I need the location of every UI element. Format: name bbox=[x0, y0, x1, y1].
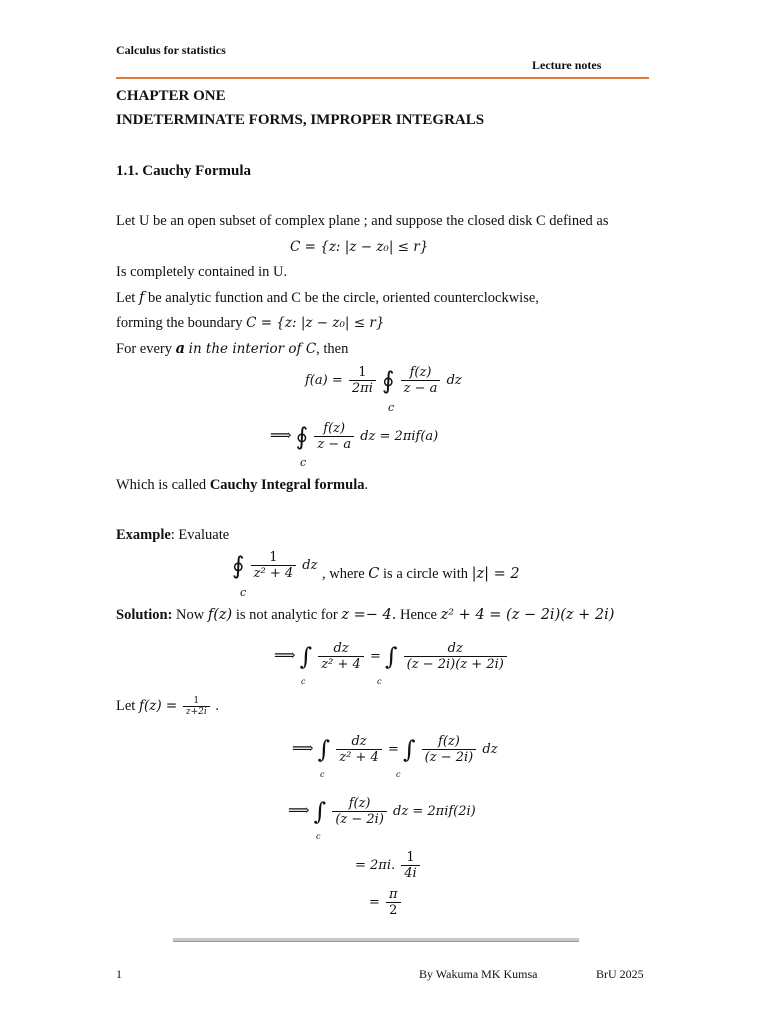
s2-integral-2: ∫ bbox=[403, 735, 416, 764]
chapter-title: INDETERMINATE FORMS, IMPROPER INTEGRALS bbox=[116, 112, 485, 128]
paragraph-2: Is completely contained in U. bbox=[116, 264, 288, 280]
solution-text-a: Now bbox=[176, 607, 205, 623]
let-a: Let bbox=[116, 697, 136, 714]
s1-contour-1: c bbox=[301, 677, 306, 686]
s3-contour: c bbox=[316, 832, 321, 841]
solution-text-z: z =− 4. bbox=[341, 607, 397, 623]
eq3-fnum: f(z) bbox=[323, 421, 346, 436]
example-dz: dz bbox=[302, 558, 318, 573]
let-line bbox=[116, 696, 219, 717]
s3-integral: ∫ bbox=[313, 797, 327, 826]
eq3-rhs: dz = 2πif(a) bbox=[360, 429, 439, 444]
s4-frac bbox=[401, 850, 419, 881]
s1-equals: = bbox=[369, 649, 381, 664]
paragraph-6 bbox=[116, 477, 368, 494]
eq2-contour: c bbox=[388, 401, 395, 414]
paragraph-5-c: in the interior of C bbox=[188, 341, 317, 357]
s2-integral-1: ∫ bbox=[317, 735, 331, 764]
s1-den-1: z² + 4 bbox=[318, 656, 364, 672]
footer-org: BrU 2025 bbox=[596, 967, 644, 981]
s1-integral-1: ∫ bbox=[299, 642, 313, 671]
solution-step-1 bbox=[274, 641, 509, 672]
paragraph-4-eq: C = {z: |z − z₀| ≤ r} bbox=[246, 315, 385, 331]
s1-den-2: (z − 2i)(z + 2i) bbox=[404, 656, 507, 672]
section-title: 1.1. Cauchy Formula bbox=[116, 163, 251, 179]
example-den: z² + 4 bbox=[251, 565, 297, 581]
s2-arrow: ⟹ bbox=[292, 739, 314, 757]
example-where-C: C bbox=[368, 566, 380, 582]
footer-author: By Wakuma MK Kumsa bbox=[419, 967, 538, 981]
paragraph-5-a: For every bbox=[116, 341, 172, 357]
eq2-integral: ∮ bbox=[382, 366, 395, 395]
example-where bbox=[322, 566, 520, 583]
eq2-fden: z − a bbox=[401, 380, 441, 396]
let-f: f(z) = bbox=[138, 697, 178, 714]
chapter-number: CHAPTER ONE bbox=[116, 88, 226, 104]
s2-dz: dz bbox=[482, 742, 498, 757]
eq2-num: 1 bbox=[358, 365, 367, 380]
let-den: z+2i bbox=[183, 706, 210, 717]
eq2-frac-2 bbox=[401, 365, 441, 396]
page-number: 1 bbox=[116, 967, 122, 981]
example-line bbox=[116, 527, 229, 544]
solution-text-f: f(z) bbox=[207, 607, 233, 623]
solution-step-5 bbox=[369, 887, 403, 918]
eq3-integral: ∮ bbox=[295, 422, 309, 451]
s1-frac-2 bbox=[404, 641, 507, 672]
s2-den-2: (z − 2i) bbox=[422, 749, 477, 765]
example-where-a: , where bbox=[322, 566, 365, 582]
s2-frac-2 bbox=[422, 734, 477, 765]
paragraph-6-b: Cauchy Integral formula bbox=[209, 477, 365, 493]
let-num: 1 bbox=[193, 696, 200, 706]
s1-num-2: dz bbox=[447, 641, 463, 656]
eq2-lhs: f(a) = bbox=[305, 373, 343, 388]
paragraph-4-a: forming the boundary bbox=[116, 315, 243, 331]
paragraph-5 bbox=[116, 340, 348, 358]
example-where-z: |z| = 2 bbox=[471, 566, 520, 582]
eq3-arrow: ⟹ bbox=[270, 426, 292, 444]
s1-num-1: dz bbox=[333, 641, 349, 656]
s5-den: 2 bbox=[386, 902, 401, 918]
s3-arrow: ⟹ bbox=[288, 801, 310, 819]
example-where-b: is a circle with bbox=[383, 566, 468, 582]
s2-contour-2: c bbox=[396, 770, 401, 779]
solution-step-4 bbox=[355, 850, 422, 881]
paragraph-5-b: a bbox=[175, 340, 185, 357]
solution-text-b: is not analytic for bbox=[235, 607, 338, 623]
s4-den: 4i bbox=[401, 865, 419, 881]
let-dot: . bbox=[215, 697, 219, 714]
solution-line bbox=[116, 607, 614, 624]
s2-equals: = bbox=[387, 742, 399, 757]
s3-den: (z − 2i) bbox=[332, 811, 387, 827]
paragraph-6-a: Which is called bbox=[116, 477, 207, 493]
s2-frac-1 bbox=[336, 734, 382, 765]
s2-contour-1: c bbox=[320, 770, 325, 779]
paragraph-3 bbox=[116, 290, 539, 307]
example-frac bbox=[251, 550, 297, 581]
example-label: Example bbox=[116, 527, 171, 543]
header-right: Lecture notes bbox=[532, 58, 602, 72]
paragraph-5-d: , then bbox=[316, 341, 349, 357]
paragraph-3-b: be analytic function and C be the circle, oriented counterclockwise, bbox=[147, 290, 539, 306]
example-integral: ∮ bbox=[232, 551, 245, 580]
let-frac bbox=[183, 696, 210, 717]
paragraph-6-c: . bbox=[364, 477, 369, 493]
header-left: Calculus for statistics bbox=[116, 43, 226, 57]
eq3-fden: z − a bbox=[314, 436, 354, 452]
s5-frac bbox=[386, 887, 401, 918]
s5-num: π bbox=[389, 887, 398, 902]
example-text: : Evaluate bbox=[170, 527, 230, 543]
s2-den-1: z² + 4 bbox=[336, 749, 382, 765]
equation-disk: C = {z: |z − z₀| ≤ r} bbox=[290, 239, 429, 255]
eq2-fnum: f(z) bbox=[409, 365, 432, 380]
s1-frac-1 bbox=[318, 641, 364, 672]
example-num: 1 bbox=[269, 550, 278, 565]
s4-num: 1 bbox=[406, 850, 415, 865]
eq2-dz: dz bbox=[446, 373, 462, 388]
solution-step-2 bbox=[292, 734, 498, 765]
example-equation bbox=[232, 550, 317, 581]
s1-integral-2: ∫ bbox=[385, 642, 398, 671]
paragraph-3-a: Let bbox=[116, 290, 136, 306]
header-rule bbox=[116, 77, 649, 79]
s1-arrow: ⟹ bbox=[274, 646, 296, 664]
solution-text-eq: z² + 4 = (z − 2i)(z + 2i) bbox=[440, 607, 615, 623]
eq2-den: 2πi bbox=[349, 380, 376, 396]
s2-num-1: dz bbox=[351, 734, 367, 749]
equation-cauchy-1 bbox=[305, 365, 462, 396]
solution-step-3 bbox=[288, 796, 476, 827]
equation-cauchy-2 bbox=[270, 421, 438, 452]
eq3-contour: c bbox=[300, 456, 307, 469]
s3-rhs: dz = 2πif(2i) bbox=[393, 804, 476, 819]
s1-contour-2: c bbox=[377, 677, 382, 686]
paragraph-3-f: f bbox=[138, 290, 145, 306]
eq2-frac-1 bbox=[349, 365, 376, 396]
eq3-frac bbox=[314, 421, 354, 452]
paragraph-1: Let U be an open subset of complex plane ; and suppose the closed disk C defined as bbox=[116, 213, 609, 229]
solution-text-c: Hence bbox=[399, 607, 437, 623]
s3-frac bbox=[332, 796, 387, 827]
s3-num: f(z) bbox=[348, 796, 371, 811]
s2-num-2: f(z) bbox=[438, 734, 460, 749]
s5-lhs: = bbox=[369, 895, 380, 910]
s4-lhs: = 2πi. bbox=[355, 858, 396, 873]
example-contour: c bbox=[240, 586, 247, 599]
footer-rule bbox=[173, 938, 579, 942]
paragraph-4 bbox=[116, 315, 384, 332]
solution-label: Solution: bbox=[116, 607, 173, 623]
